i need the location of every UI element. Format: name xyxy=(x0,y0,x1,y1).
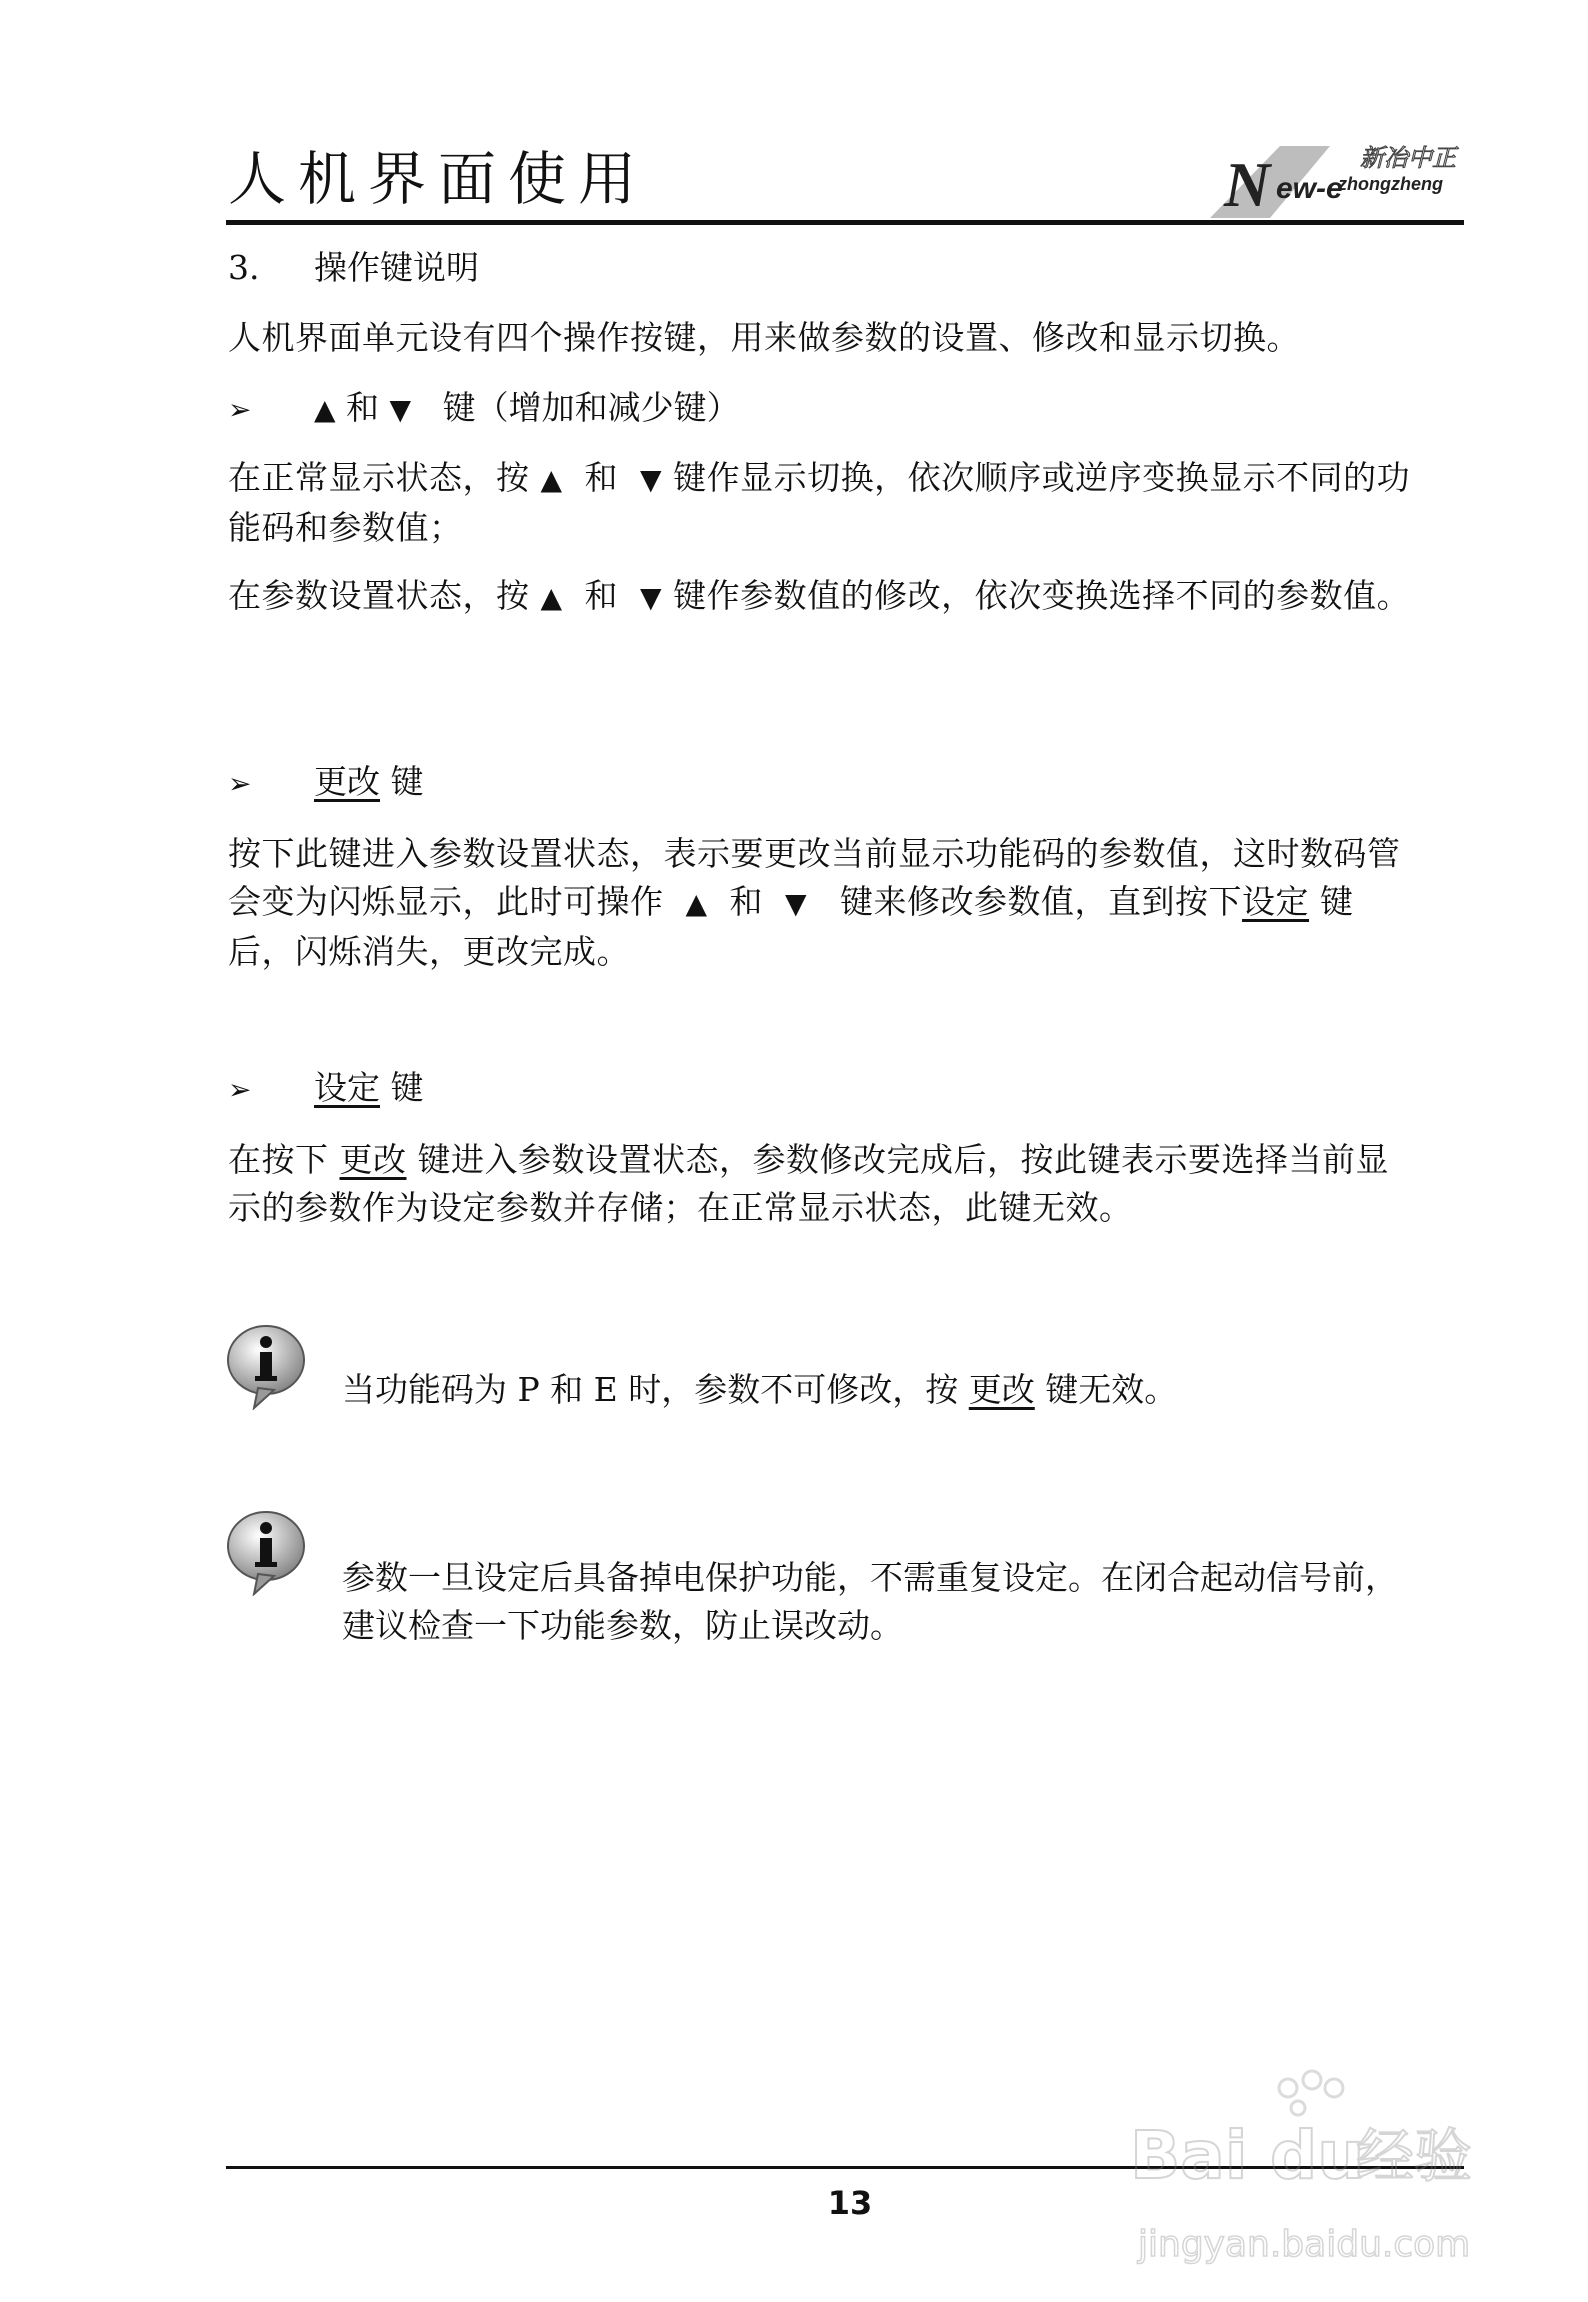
svg-text:jingyan.baidu.com: jingyan.baidu.com xyxy=(1138,2224,1471,2265)
down-triangle-icon: ▼ xyxy=(785,887,808,920)
change-key-label: 更改 xyxy=(314,762,380,801)
and-text: 和 xyxy=(346,388,380,427)
section-title: 操作键说明 xyxy=(314,248,479,287)
updown-key-heading xyxy=(228,384,740,434)
set-key-heading: ➢ 设定 键 xyxy=(228,1064,424,1114)
up-triangle-icon: ▲ xyxy=(685,887,708,920)
up-triangle-icon: ▲ xyxy=(314,393,336,426)
set-key-label: 设定 xyxy=(314,1068,380,1107)
svg-text:Bai: Bai xyxy=(1130,2117,1248,2194)
change-paragraph: 按下此键进入参数设置状态，表示要更改当前显示功能码的参数值，这时数码管会变为闪烁显示，此时可操作 ▲ 和 ▼ 键来修改参数值，直到按下设定 键后，闪烁消失，更改完成。 xyxy=(228,834,1401,971)
section-number: 3. xyxy=(228,248,260,287)
note-2: 参数一旦设定后具备掉电保护功能，不需重复设定。在闭合起动信号前，建议检查一下功能参数，防止误改动。 xyxy=(342,1558,1398,1645)
svg-text:du: du xyxy=(1270,2117,1365,2194)
set-paragraph: 在按下 更改 键进入参数设置状态，参数修改完成后，按此键表示要选择当前显示的参数作为设定参数并存储；在正常显示状态，此键无效。 xyxy=(228,1140,1389,1227)
bullet-arrow-icon: ➢ xyxy=(228,393,252,426)
page-number: 13 xyxy=(827,2184,873,2222)
change-key-ref: 更改 xyxy=(968,1370,1035,1409)
logo-brand-secondary: zhongzheng xyxy=(1338,174,1443,194)
page-title: 人机界面使用 xyxy=(228,145,649,213)
info-icon xyxy=(224,1508,312,1596)
set-key-ref: 设定 xyxy=(1242,882,1310,921)
svg-text:经验: 经验 xyxy=(1356,2122,1473,2190)
bullet-arrow-icon: ➢ xyxy=(228,1073,252,1106)
header-divider xyxy=(226,220,1464,225)
info-icon xyxy=(224,1322,312,1410)
company-logo xyxy=(1210,140,1490,220)
note-1: 当功能码为 P 和 E 时，参数不可修改，按 更改 键无效。 xyxy=(342,1370,1178,1409)
updown-key-label: 键（增加和减少键） xyxy=(442,388,740,427)
svg-text:N: N xyxy=(1224,149,1271,220)
down-triangle-icon: ▼ xyxy=(640,463,663,496)
updown-paragraph-1: 在正常显示状态，按 ▲ 和 ▼ 键作显示切换，依次顺序或逆序变换显示不同的功能码和参数值； xyxy=(228,458,1411,547)
up-triangle-icon: ▲ xyxy=(540,581,563,614)
logo-cn-text: 新冶中正 xyxy=(1360,144,1456,172)
up-triangle-icon: ▲ xyxy=(540,463,563,496)
bullet-arrow-icon: ➢ xyxy=(228,767,252,800)
change-key-heading: ➢ 更改 键 xyxy=(228,758,424,808)
down-triangle-icon: ▼ xyxy=(640,581,663,614)
down-triangle-icon: ▼ xyxy=(389,393,412,426)
updown-paragraph-2: 在参数设置状态，按 ▲ 和 ▼ 键作参数值的修改，依次变换选择不同的参数值。 xyxy=(228,576,1411,615)
change-key-ref: 更改 xyxy=(339,1140,407,1179)
intro-paragraph: 人机界面单元设有四个操作按键，用来做参数的设置、修改和显示切换。 xyxy=(228,318,1300,357)
section-heading xyxy=(228,244,479,292)
logo-brand-primary: ew-e xyxy=(1276,172,1343,205)
baidu-watermark xyxy=(1120,2060,1500,2280)
